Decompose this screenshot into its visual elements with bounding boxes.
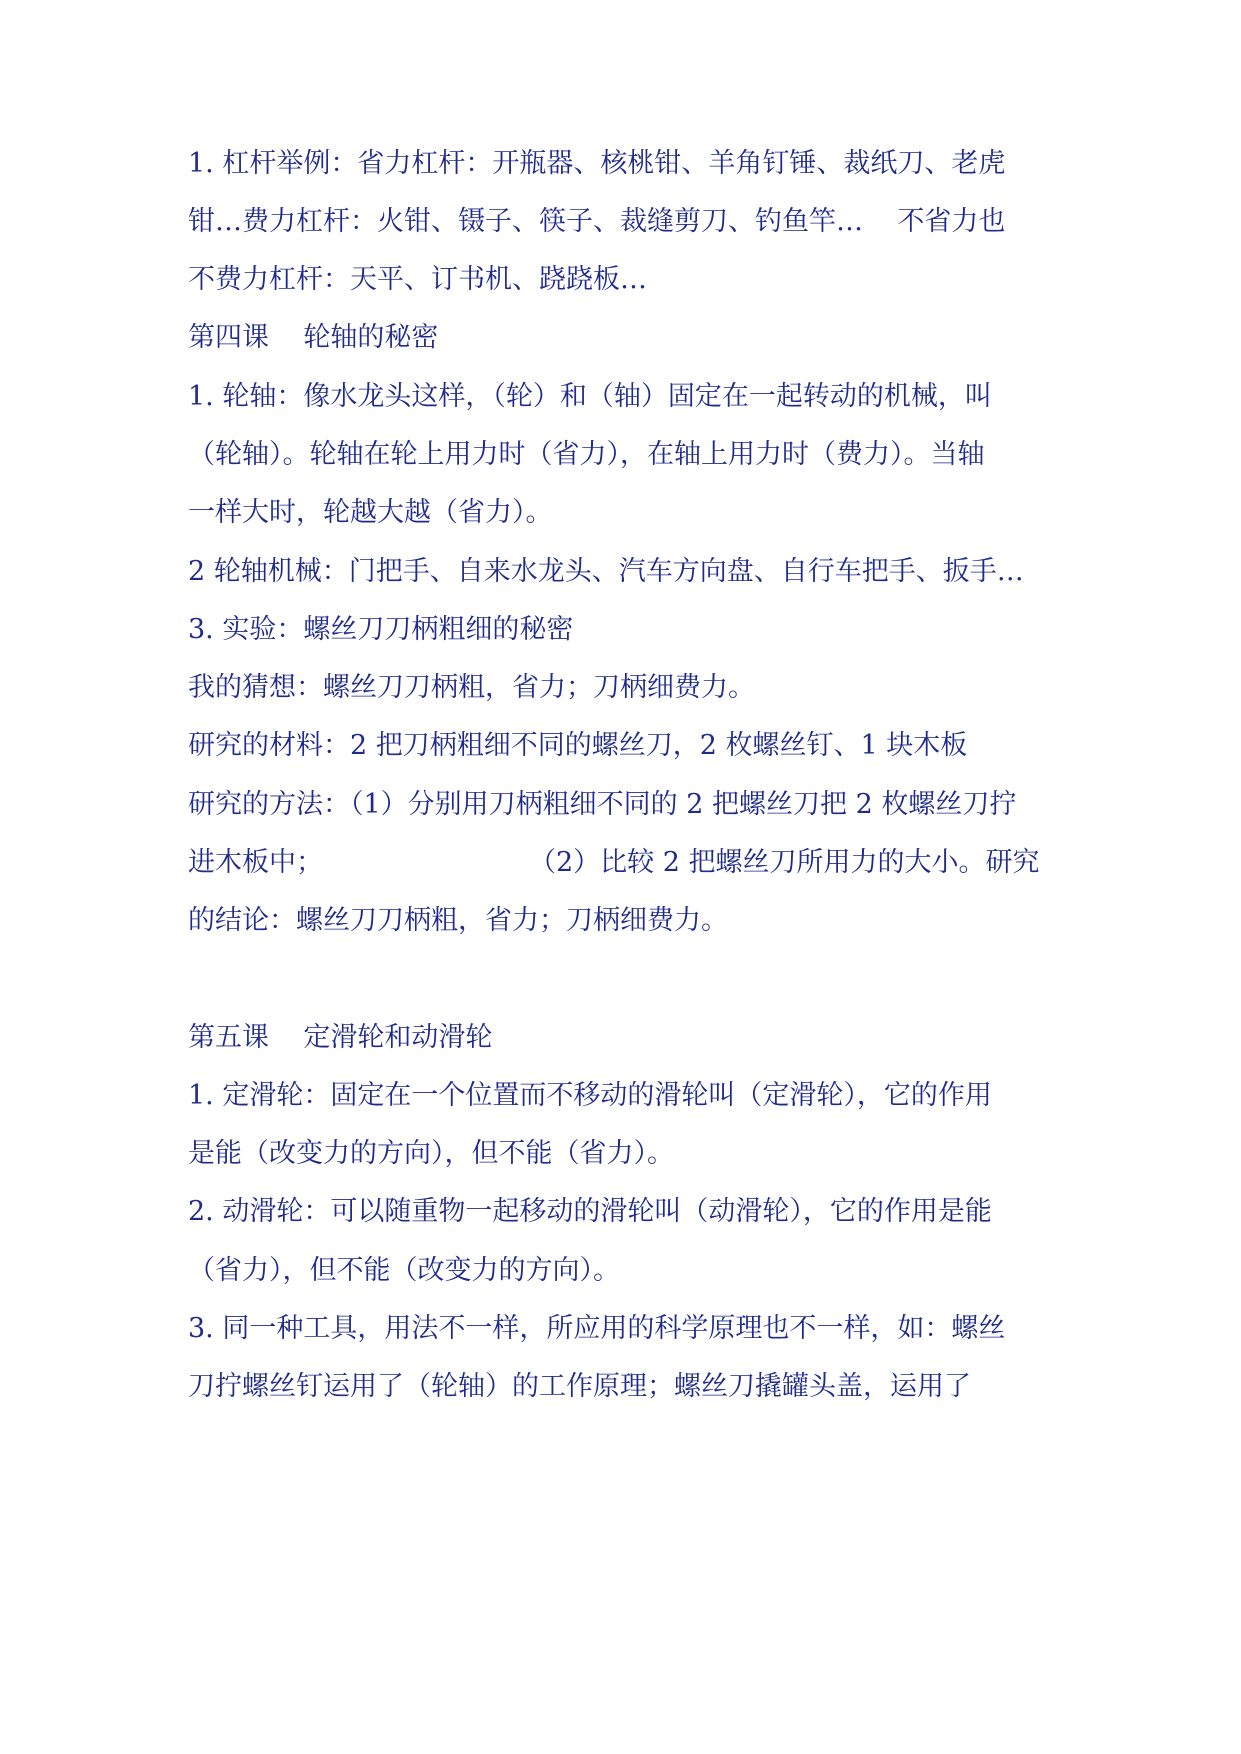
text-line: 研究的材料：2 把刀柄粗细不同的螺丝刀，2 枚螺丝钉、1 块木板	[188, 730, 968, 761]
text-line: 一样大时，轮越大越（省力）。	[188, 497, 553, 528]
text-line: 的结论：螺丝刀刀柄粗，省力；刀柄细费力。	[188, 905, 728, 936]
text-line: 2 轮轴机械：门把手、自来水龙头、汽车方向盘、自行车把手、扳手…	[188, 556, 1024, 587]
text-line: （省力），但不能（改变力的方向）。	[188, 1255, 620, 1286]
text-line: 研究的方法：（1）分别用刀柄粗细不同的 2 把螺丝刀把 2 枚螺丝刀拧	[188, 789, 1017, 820]
section-heading: 第五课 定滑轮和动滑轮	[188, 1022, 493, 1053]
text-line: 不费力杠杆：天平、订书机、跷跷板…	[188, 264, 647, 295]
text-line: 3. 实验：螺丝刀刀柄粗细的秘密	[188, 614, 574, 645]
text-line: 1. 定滑轮：固定在一个位置而不移动的滑轮叫（定滑轮），它的作用	[188, 1080, 992, 1111]
text-line: 1. 杠杆举例：省力杠杆：开瓶器、核桃钳、羊角钉锤、裁纸刀、老虎	[188, 148, 1006, 179]
text-line: 3. 同一种工具，用法不一样，所应用的科学原理也不一样，如：螺丝	[188, 1313, 1006, 1344]
section-heading: 第四课 轮轴的秘密	[188, 322, 439, 353]
text-line: （轮轴）。轮轴在轮上用力时（省力），在轴上用力时（费力）。当轴	[188, 439, 985, 470]
text-line: 钳…费力杠杆：火钳、镊子、筷子、裁缝剪刀、钓鱼竿… 不省力也	[188, 206, 1006, 237]
text-line: 进木板中； （2）比较 2 把螺丝刀所用力的大小。研究	[188, 847, 1040, 878]
text-line: 1. 轮轴：像水龙头这样，（轮）和（轴）固定在一起转动的机械，叫	[188, 381, 992, 412]
text-line: 2. 动滑轮：可以随重物一起移动的滑轮叫（动滑轮），它的作用是能	[188, 1196, 992, 1227]
text-line: 刀拧螺丝钉运用了（轮轴）的工作原理；螺丝刀撬罐头盖，运用了	[188, 1371, 971, 1402]
text-line: 是能（改变力的方向），但不能（省力）。	[188, 1138, 674, 1169]
text-line: 我的猜想：螺丝刀刀柄粗，省力；刀柄细费力。	[188, 672, 755, 703]
